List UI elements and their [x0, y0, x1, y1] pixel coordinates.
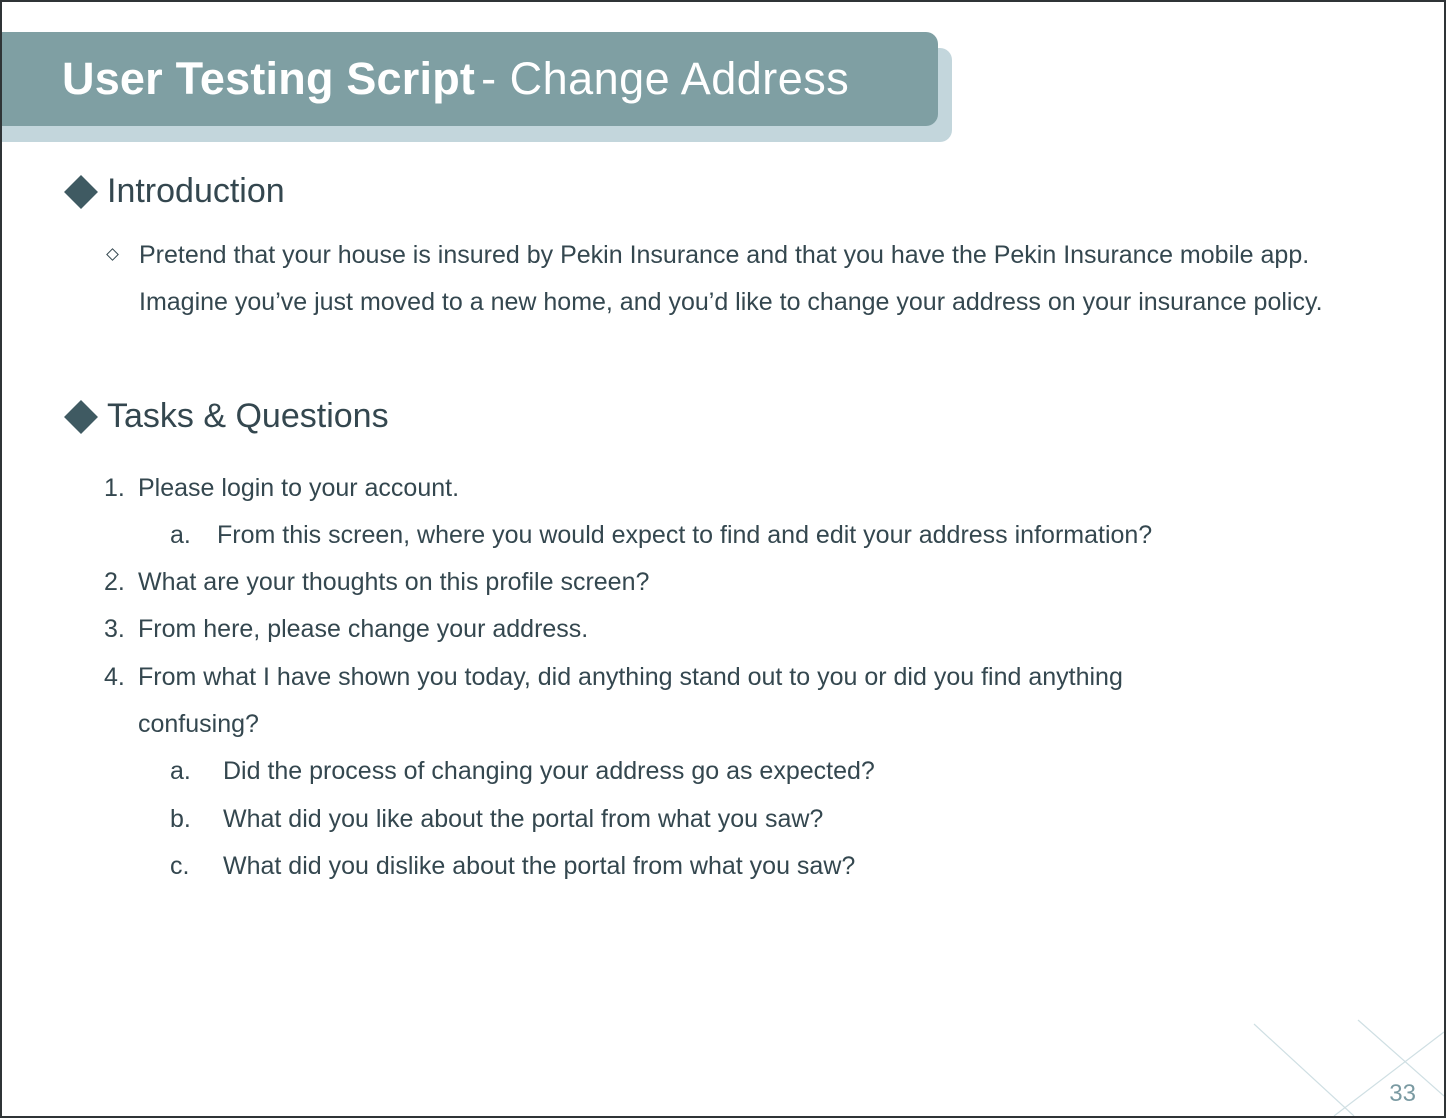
list-item-number: 3.	[104, 615, 125, 643]
list-item-text: Did the process of changing your address go as expected?	[223, 757, 875, 785]
list-item-text: What are your thoughts on this profile screen?	[138, 568, 650, 596]
list-item-text: Please login to your account.	[138, 474, 460, 502]
hollow-diamond-bullet-icon	[106, 248, 119, 261]
list-item-text: What did you dislike about the portal from what you saw?	[223, 852, 856, 880]
page-number: 33	[1389, 1080, 1416, 1107]
list-item-text: From this screen, where you would expect to find and edit your address information?	[217, 521, 1153, 549]
title-main: User Testing Script	[62, 53, 476, 104]
list-item-text: confusing?	[138, 710, 259, 738]
title-banner	[2, 32, 938, 126]
list-item-text: From here, please change your address.	[138, 615, 589, 643]
list-item-text: From what I have shown you today, did anything stand out to you or did you find anything	[138, 663, 1123, 691]
introduction-item	[106, 232, 1366, 326]
introduction-text: Pretend that your house is insured by Pekin Insurance and that you have the Pekin Insurance mobile app. Imagine you’ve just moved to a new home, and you’d like to change your address on your insurance policy.	[139, 241, 1323, 316]
list-item-text: What did you like about the portal from what you saw?	[223, 805, 824, 833]
list-item-letter: c.	[170, 852, 190, 880]
list-item-letter: b.	[170, 805, 191, 833]
introduction-heading	[64, 172, 285, 211]
list-item-number: 4.	[104, 663, 125, 691]
introduction-heading-label: Introduction	[107, 172, 285, 210]
list-item-letter: a.	[170, 521, 191, 549]
diamond-bullet-icon	[64, 400, 98, 434]
diamond-bullet-icon	[64, 175, 98, 209]
tasks-heading	[64, 397, 389, 436]
list-item-letter: a.	[170, 757, 191, 785]
title-subtitle: - Change Address	[481, 53, 850, 104]
tasks-heading-label: Tasks & Questions	[107, 397, 389, 435]
list-item-number: 1.	[104, 474, 125, 502]
list-item-number: 2.	[104, 568, 125, 596]
